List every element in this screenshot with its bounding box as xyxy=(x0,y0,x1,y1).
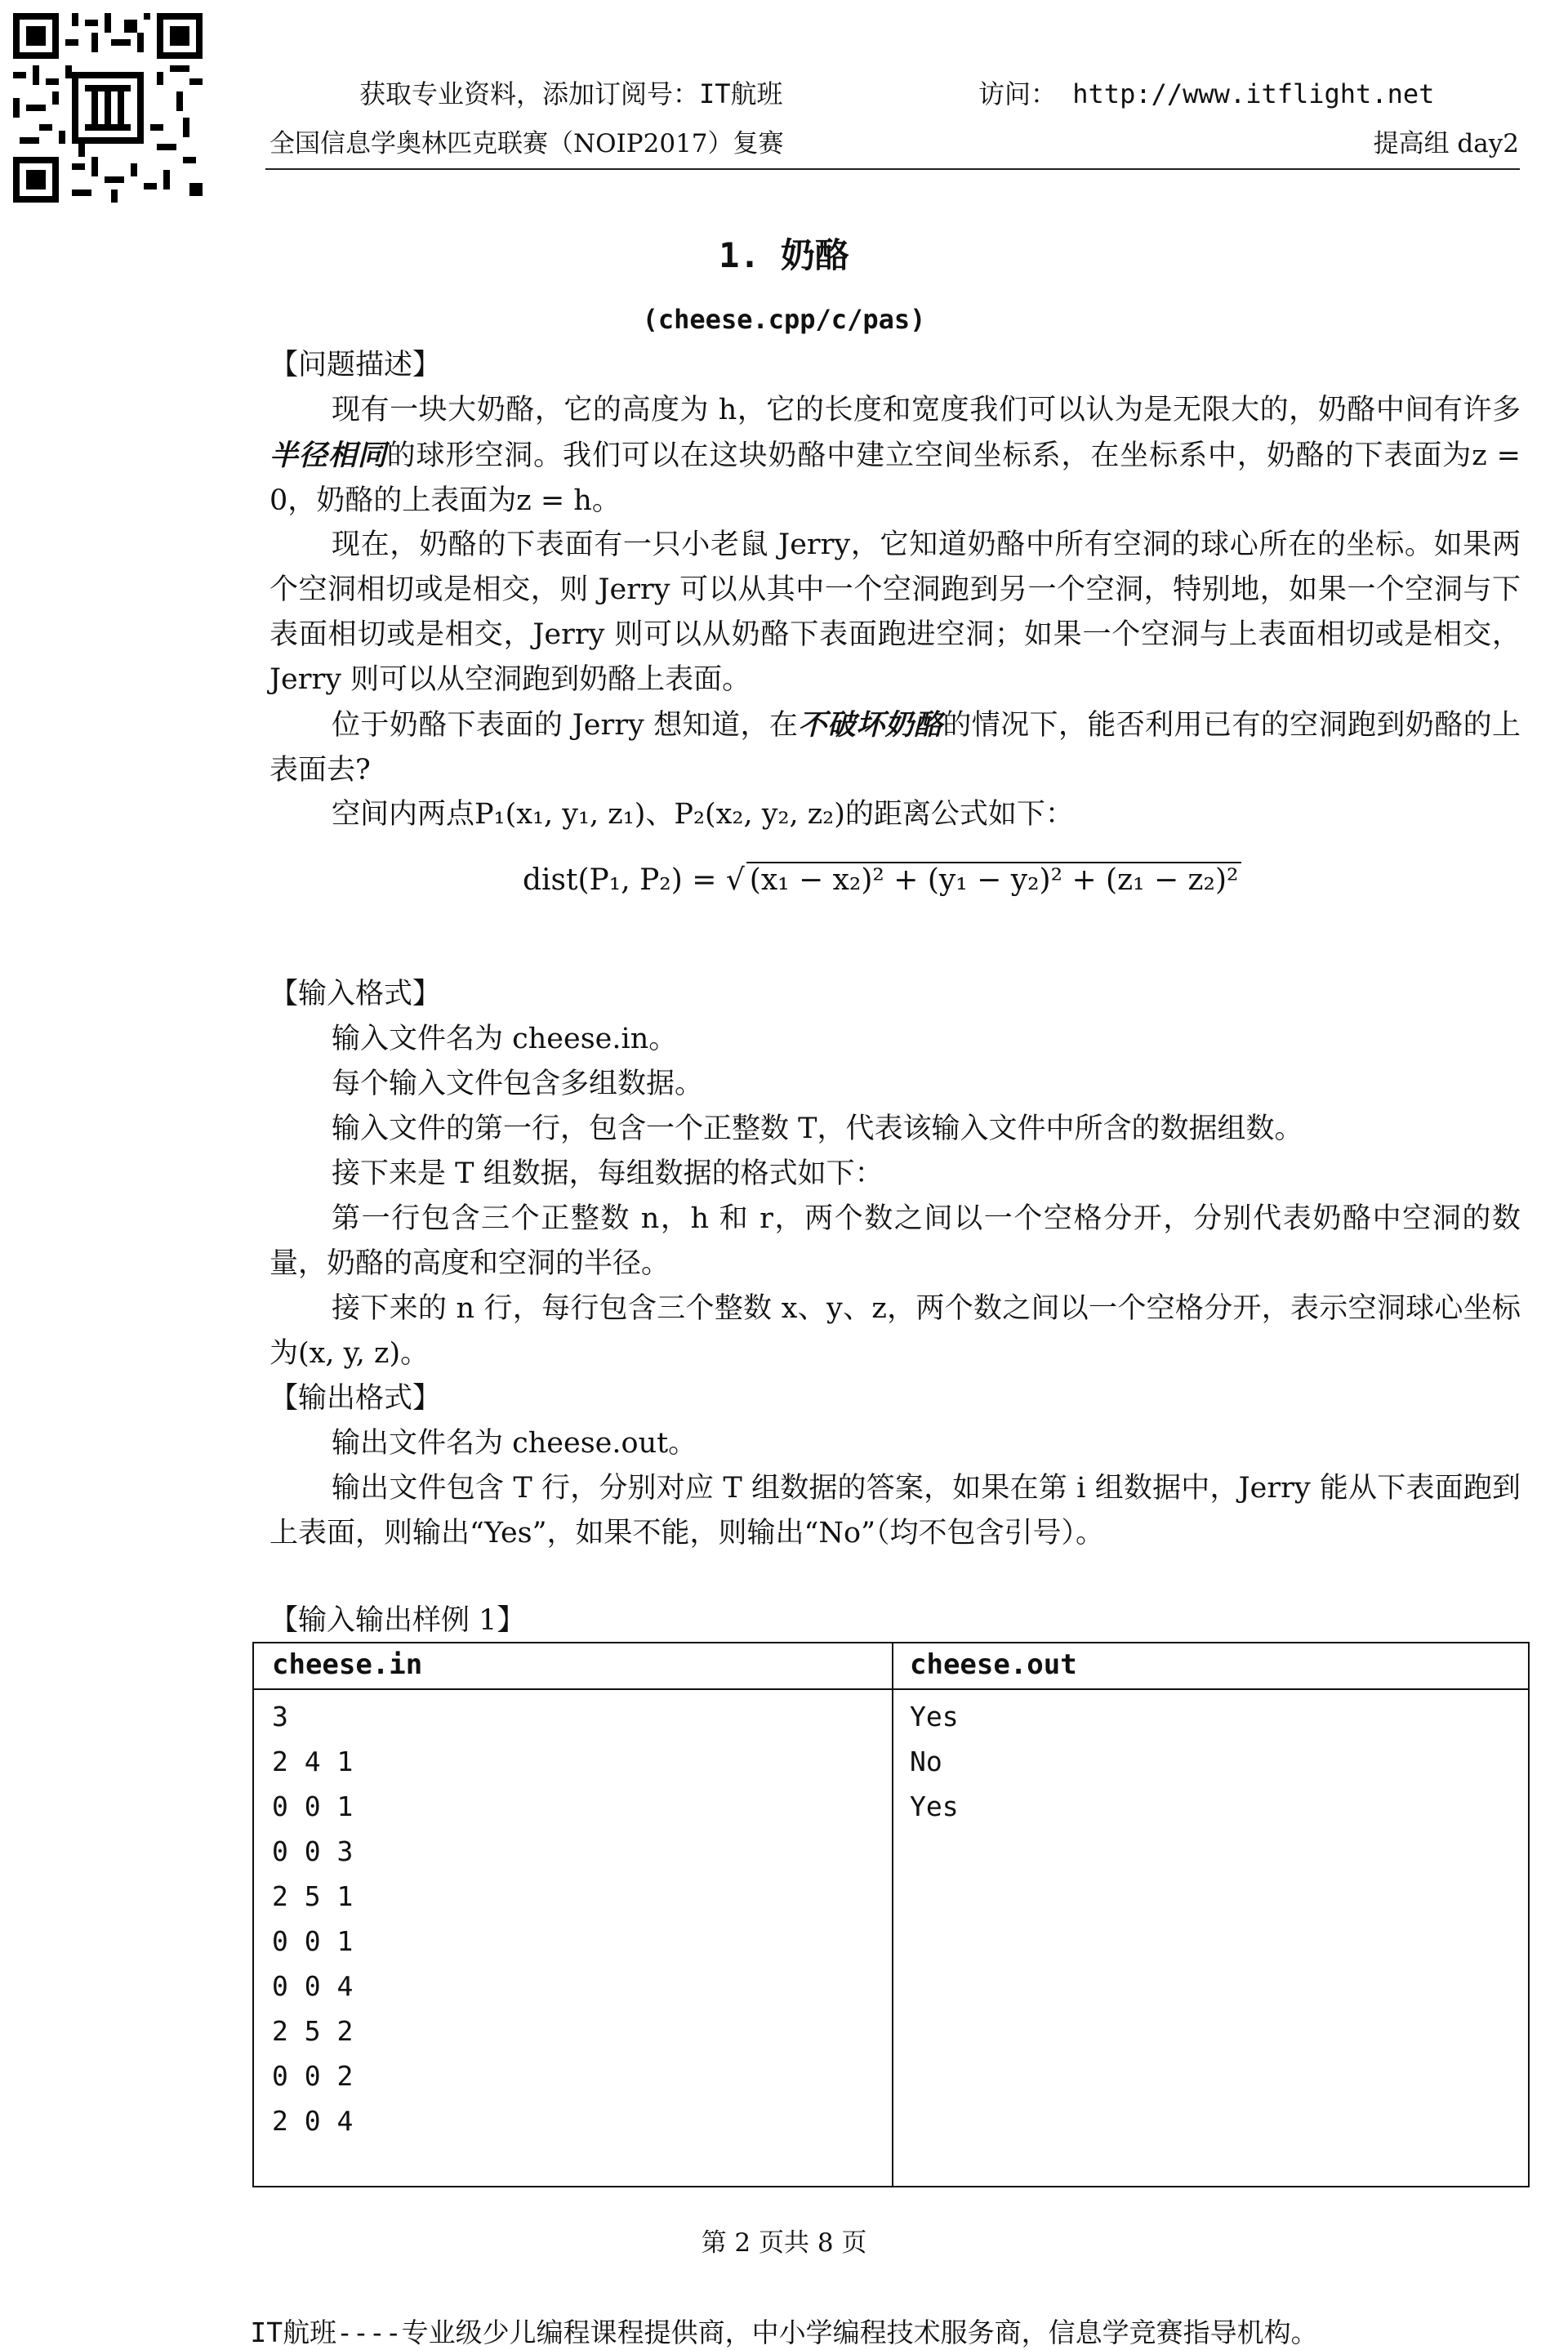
qr-code xyxy=(13,13,203,203)
table-column-divider xyxy=(892,1643,893,2186)
sample-line: 0 0 3 xyxy=(272,1835,354,1867)
sample-line: 0 0 4 xyxy=(272,1970,354,2002)
output-line-1: 输出文件名为 cheese.out。 xyxy=(332,1427,697,1460)
output-line-2: 输出文件包含 T 行，分别对应 T 组数据的答案，如果在第 i 组数据中，Jerry 能从下表面跑到上表面，则输出“Yes”，如果不能，则输出“No”（均不包含引号）。 xyxy=(270,1472,1521,1550)
input-line-4: 接下来是 T 组数据，每组数据的格式如下： xyxy=(332,1157,884,1190)
sample-input-column xyxy=(272,1694,353,2143)
description-paragraph-3 xyxy=(270,702,1521,793)
p3-text-a: 位于奶酪下表面的 Jerry 想知道，在 xyxy=(332,709,799,742)
input-line-3: 输入文件的第一行，包含一个正整数 T，代表该输入文件中所含的数据组数。 xyxy=(332,1113,1303,1145)
problem-title: 1. 奶酪 xyxy=(719,235,849,275)
p3-emphasis: 不破坏奶酪 xyxy=(798,708,943,742)
input-line-5: 第一行包含三个正整数 n，h 和 r，两个数之间以一个空格分开，分别代表奶酪中空洞的数量，奶酪的高度和空洞的半径。 xyxy=(270,1202,1521,1280)
sample-line: 2 0 4 xyxy=(272,2105,354,2137)
header-divider xyxy=(265,168,1520,170)
description-paragraph-2: 现在，奶酪的下表面有一只小老鼠 Jerry，它知道奶酪中所有空洞的球心所在的坐标。如果两个空洞相切或是相交，则 Jerry 可以从其中一个空洞跑到另一个空洞，特别地，如果一个空洞与下表面相切或是相交，Jerry 则可以从奶酪下表面跑进空洞；如果一个空洞与上表面相切或是相交，Jerry 则可以从空洞跑到奶酪上表面。 xyxy=(270,528,1521,696)
input-line-6: 接下来的 n 行，每行包含三个整数 x、y、z，两个数之间以一个空格分开，表示空洞球心坐标为(x, y, z)。 xyxy=(270,1292,1521,1370)
sample-line: Yes xyxy=(910,1701,959,1732)
input-format-heading: 【输入格式】 xyxy=(270,978,442,1010)
sample-table xyxy=(252,1642,1530,2187)
sample-line: No xyxy=(910,1746,942,1777)
table-header-divider xyxy=(254,1688,1528,1690)
running-header-right: 提高组 day2 xyxy=(1373,129,1519,158)
running-header-left: 全国信息学奥林匹克联赛（NOIP2017）复赛 xyxy=(270,129,784,158)
p1-text-b: 的球形空洞。我们可以在这块奶酪中建立空间坐标系，在坐标系中，奶酪的下表面为z = 0，奶酪的上表面为z = h。 xyxy=(270,439,1521,517)
page-number: 第 2 页共 8 页 xyxy=(701,2228,867,2258)
footer-slogan: IT航班----专业级少儿编程课程提供商，中小学编程技术服务商，信息学竞赛指导机构。 xyxy=(250,2317,1318,2348)
output-column-header: cheese.out xyxy=(910,1648,1077,1681)
sqrt-sign: √ xyxy=(725,863,745,897)
sample-line: 0 0 2 xyxy=(272,2060,354,2092)
distance-formula xyxy=(523,862,1241,897)
visit-link[interactable]: 访问： http://www.itflight.net xyxy=(978,78,1435,109)
sample-line: 2 5 1 xyxy=(272,1880,354,1912)
sample-output-column xyxy=(910,1694,959,1829)
p1-emphasis: 半径相同 xyxy=(270,439,387,472)
p3-text-b: 的情况下，能否利用已有的空洞跑到奶酪的上表面去? xyxy=(270,709,1521,787)
sample-line: 2 5 2 xyxy=(272,2015,354,2047)
formula-radicand: (x₁ − x₂)² + (y₁ − y₂)² + (z₁ − z₂)² xyxy=(746,862,1242,897)
description-paragraph-4: 空间内两点P₁(x₁, y₁, z₁)、P₂(x₂, y₂, z₂)的距离公式如下： xyxy=(332,798,1074,831)
p1-text-a: 现有一块大奶酪，它的高度为 h，它的长度和宽度我们可以认为是无限大的，奶酪中间有许多 xyxy=(332,394,1521,426)
input-line-2: 每个输入文件包含多组数据。 xyxy=(332,1068,704,1100)
formula-lhs: dist(P₁, P₂) = xyxy=(523,863,726,897)
sample-line: 0 0 1 xyxy=(272,1790,354,1822)
promo-text: 获取专业资料，添加订阅号：IT航班 xyxy=(359,78,783,109)
sample-line: Yes xyxy=(910,1790,959,1822)
output-format-heading: 【输出格式】 xyxy=(270,1382,442,1415)
description-heading: 【问题描述】 xyxy=(270,349,442,381)
problem-files: (cheese.cpp/c/pas) xyxy=(642,304,926,335)
input-line-1: 输入文件名为 cheese.in。 xyxy=(332,1023,678,1055)
input-column-header: cheese.in xyxy=(272,1648,423,1681)
sample-heading: 【输入输出样例 1】 xyxy=(270,1604,526,1637)
sample-line: 2 4 1 xyxy=(272,1746,354,1777)
description-paragraph-1 xyxy=(270,388,1521,524)
sample-line: 3 xyxy=(272,1701,288,1732)
sample-line: 0 0 1 xyxy=(272,1925,354,1957)
